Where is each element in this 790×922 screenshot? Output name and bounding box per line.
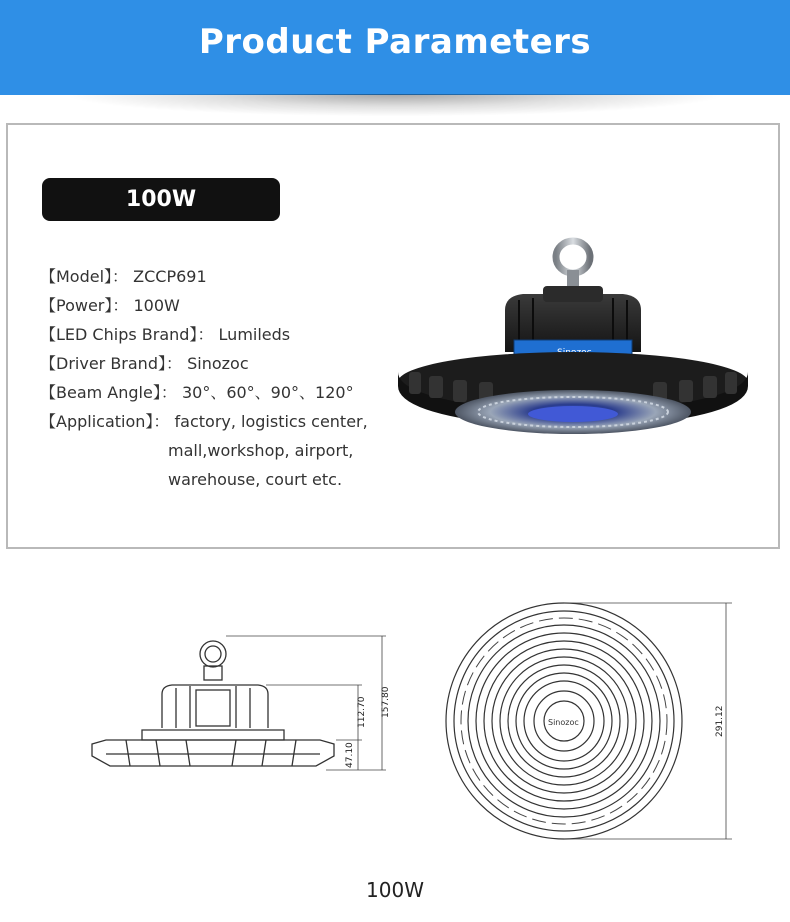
side-view-drawing [86, 628, 406, 778]
spec-row-chips [40, 320, 380, 349]
hook-icon [200, 641, 226, 667]
header-banner [0, 0, 790, 95]
spec-sep: ： [197, 325, 214, 344]
hook-ring-icon [556, 241, 590, 273]
top-view-drawing [440, 595, 740, 855]
spec-value: 100W [133, 296, 180, 315]
spec-value: ZCCP691 [133, 267, 207, 286]
spec-label: 【Beam Angle】 [40, 383, 161, 402]
spec-value: Sinozoc [187, 354, 249, 373]
spec-label: 【LED Chips Brand】 [40, 325, 198, 344]
spec-sep: ： [153, 412, 170, 431]
spec-value: factory, logistics center, [174, 412, 368, 431]
top-view-brand-label: Sinozoc [548, 718, 579, 727]
spec-sep: ： [112, 267, 129, 286]
spec-label: 【Model】 [40, 267, 113, 286]
spec-sep: ： [160, 383, 177, 402]
spec-list [40, 262, 380, 494]
dimension-diameter: 291.12 [715, 705, 725, 737]
dimension-base-height: 47.10 [345, 742, 355, 768]
spec-row-power [40, 291, 380, 320]
power-pill: 100W [42, 178, 280, 221]
spec-row-model [40, 262, 380, 291]
dimension-total-height: 157.80 [381, 686, 391, 718]
spec-row-application-cont-1: mall,workshop, airport, [168, 441, 354, 460]
spec-label: 【Driver Brand】 [40, 354, 166, 373]
spec-value: 30°、60°、90°、120° [181, 383, 354, 402]
spec-row-application [40, 407, 380, 436]
spec-label: 【Power】 [40, 296, 113, 315]
spec-sep: ： [112, 296, 129, 315]
spec-sep: ： [165, 354, 182, 373]
spec-row-application-cont-2: warehouse, court etc. [168, 470, 343, 489]
spec-row-beam [40, 378, 380, 407]
spec-row-driver [40, 349, 380, 378]
header-shadow [70, 94, 720, 116]
spec-value: Lumileds [218, 325, 291, 344]
spec-label: 【Application】 [40, 412, 154, 431]
dimension-body-height: 112.70 [357, 696, 367, 728]
product-image [393, 232, 753, 442]
page-title: Product Parameters [198, 22, 592, 62]
caption: 100W [366, 878, 424, 902]
